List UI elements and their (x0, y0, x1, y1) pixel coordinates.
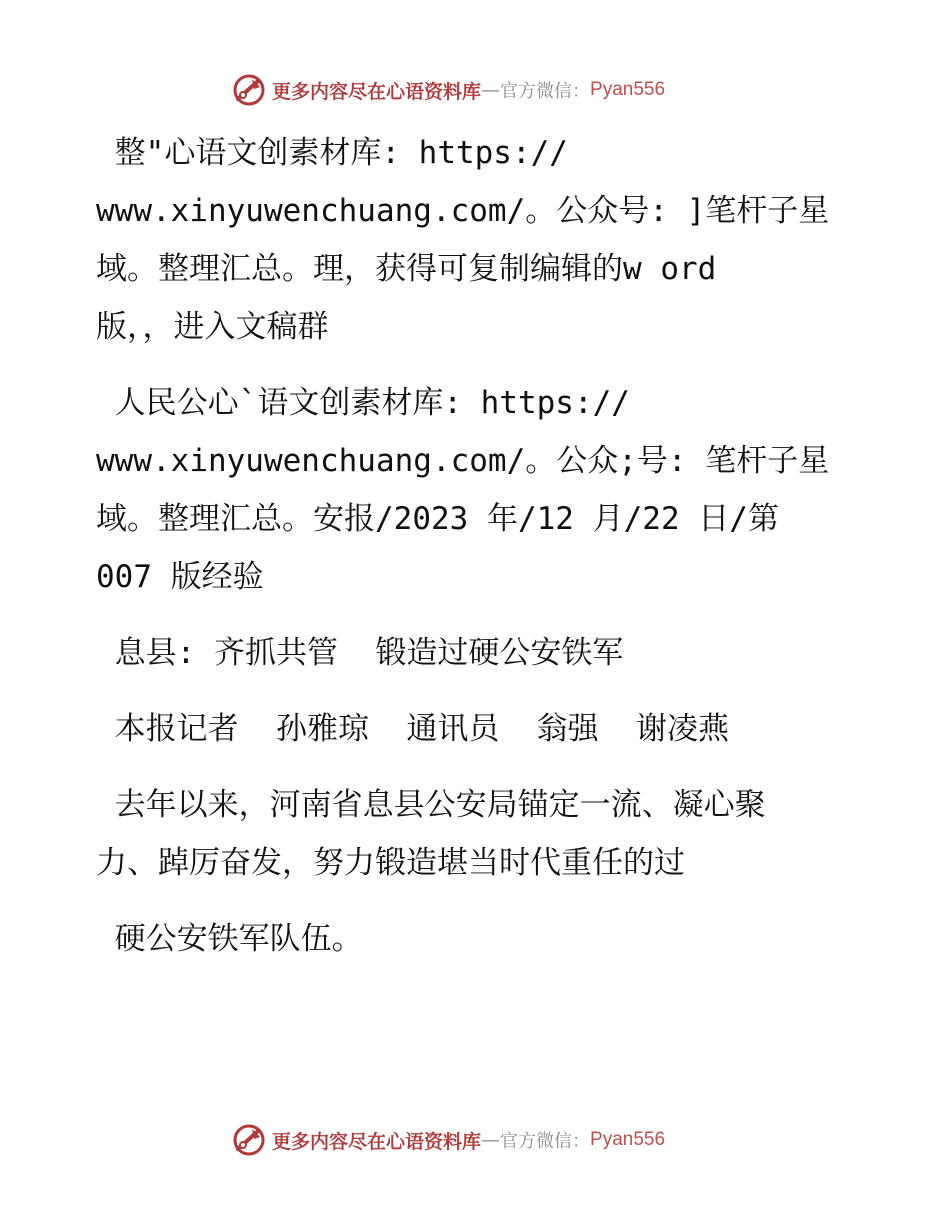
paragraph-body-1 (96, 776, 836, 892)
text-line: 力、踔厉奋发，努力锻造堪当时代重任的过 (96, 845, 685, 881)
text-line: www.xinyuwenchuang.com/。公众;号: 笔杆子星 (96, 443, 830, 479)
paragraph-body-2 (96, 910, 836, 968)
text-line: 本报记者 孙雅琼 通讯员 翁强 谢凌燕 (96, 711, 729, 747)
banner-text: 更多内容尽在心语资料库 (272, 80, 482, 103)
text-line: 007 版经验 (96, 559, 264, 595)
document-body (96, 124, 836, 986)
header-banner (232, 72, 712, 108)
text-line: 人民公心`语文创素材库: https:// (96, 385, 630, 421)
banner-text: 更多内容尽在心语资料库 (272, 1130, 482, 1153)
footer-banner (232, 1122, 712, 1158)
article-title (96, 624, 836, 682)
byline (96, 700, 836, 758)
text-line: 版，，进入文稿群 (96, 309, 329, 345)
banner-wechat-id: Pyan556 (590, 1129, 666, 1150)
banner-separator: — (481, 79, 501, 101)
paragraph-1 (96, 124, 836, 356)
logo-pen-icon (232, 73, 266, 107)
banner-separator: — (481, 1129, 501, 1151)
text-line: www.xinyuwenchuang.com/。公众号: ]笔杆子星 (96, 193, 830, 229)
banner-label: 官方微信： (500, 1131, 591, 1152)
text-line: 域。整理汇总。理，获得可复制编辑的w ord (96, 251, 717, 287)
banner-wechat-id: Pyan556 (590, 79, 666, 100)
banner-label: 官方微信： (500, 81, 591, 102)
text-line: 域。整理汇总。安报/2023 年/12 月/22 日/第 (96, 501, 779, 537)
text-line: 去年以来，河南省息县公安局锚定一流、凝心聚 (96, 787, 766, 823)
text-line: 硬公安铁军队伍。 (96, 921, 363, 957)
logo-pen-icon (232, 1123, 266, 1157)
text-line: 整"心语文创素材库: https:// (96, 135, 568, 171)
text-line: 息县: 齐抓共管 锻造过硬公安铁军 (96, 635, 624, 671)
paragraph-2 (96, 374, 836, 606)
